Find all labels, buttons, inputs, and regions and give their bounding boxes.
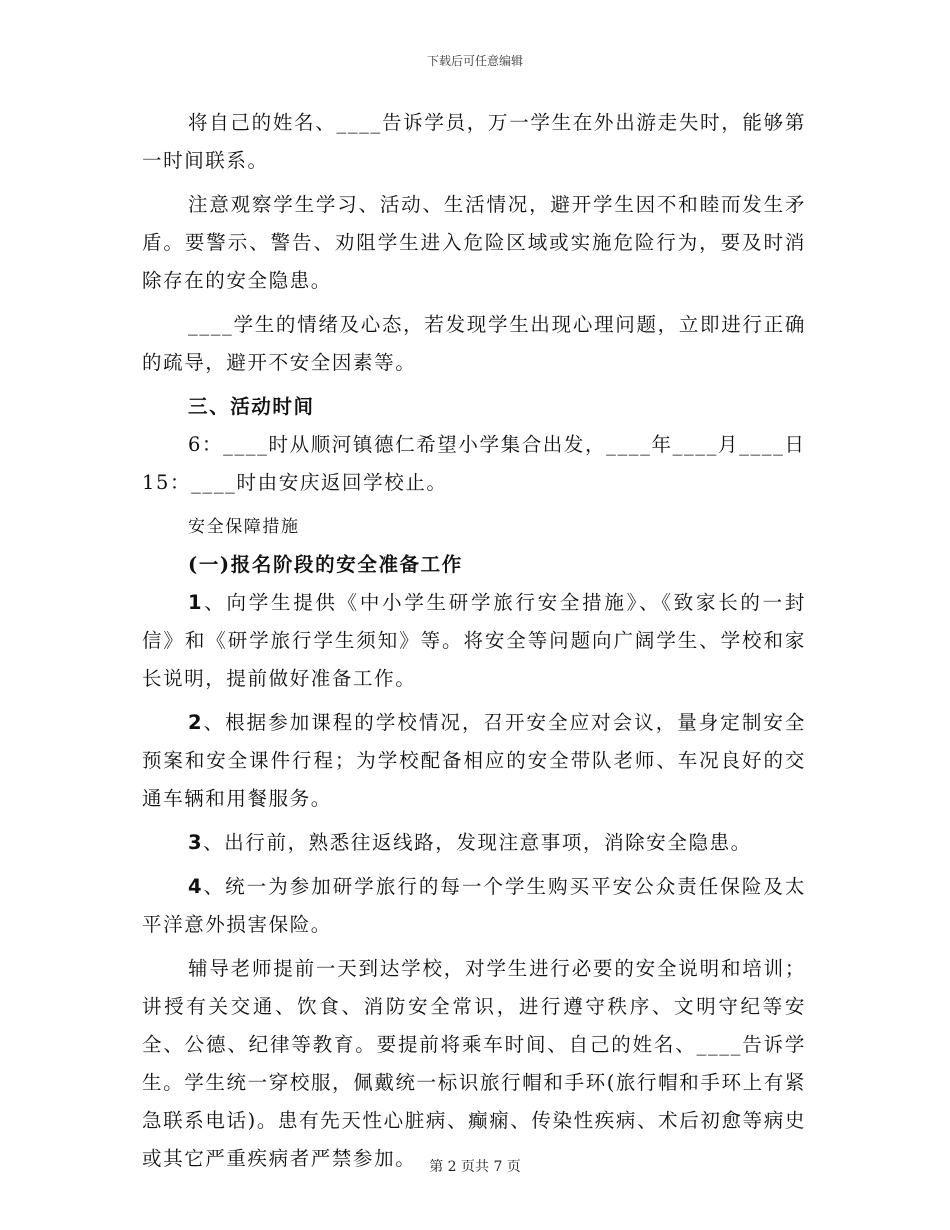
list-item-number: 2 (188, 711, 204, 734)
section-heading-activity-time: 三、活动时间 (188, 395, 315, 418)
paragraph-contact-info: 将自己的姓名、____告诉学员，万一学生在外出游走失时，能够第一时间联系。 (142, 111, 806, 172)
paragraph-emotion-care: ____学生的情绪及心态，若发现学生出现心理问题，立即进行正确的疏导，避开不安全因素等。 (142, 313, 806, 374)
document-body (142, 104, 806, 1184)
activity-time-start: 6：____时从顺河镇德仁希望小学集合出发，____年____月____日 (188, 433, 806, 456)
list-item-4 (142, 868, 806, 944)
paragraph-observe-students: 注意观察学生学习、活动、生活情况，避开学生因不和睦而发生矛盾。要警示、警告、劝阻学生进入危险区域或实施危险行为，要及时消除存在的安全隐患。 (142, 193, 806, 292)
list-item-text: 、根据参加课程的学校情况，召开安全应对会议，量身定制安全预案和安全课件行程；为学校配备相应的安全带队老师、车况良好的交通车辆和用餐服务。 (142, 711, 806, 810)
list-item-number: 4 (188, 875, 204, 898)
list-item-3 (142, 824, 806, 862)
list-item-text: 、统一为参加研学旅行的每一个学生购买平安公众责任保险及太平洋意外损害保险。 (142, 875, 806, 936)
list-item-number: 3 (188, 831, 204, 854)
page-footer: 第 2 页共 7 页 (429, 1159, 521, 1175)
list-item-text: 、向学生提供《中小学生研学旅行安全措施》、《致家长的一封信》和《研学旅行学生须知》等。将安全等问题向广阔学生、学校和家长说明，提前做好准备工作。 (142, 591, 806, 690)
list-item-number: 1 (188, 591, 204, 614)
list-item-1 (142, 584, 806, 698)
subsection-heading-registration: (一)报名阶段的安全准备工作 (188, 553, 463, 576)
safety-measures-label: 安全保障措施 (188, 517, 300, 537)
list-item-text: 、出行前，熟悉往返线路，发现注意事项，消除安全隐患。 (203, 831, 752, 854)
list-item-2 (142, 704, 806, 818)
activity-time-end: 15：____时由安庆返回学校止。 (142, 471, 448, 494)
paragraph-teacher-briefing: 辅导老师提前一天到达学校，对学生进行必要的安全说明和培训；讲授有关交通、饮食、消防安全常识，进行遵守秩序、文明守纪等安全、公德、纪律等教育。要提前将乘车时间、自己的姓名、____告诉学生。学生统一穿校服，佩戴统一标识旅行帽和手环(旅行帽和手环上有紧急联系电话)。患有先天性心脏病、癫痫、传染性疾病、术后初愈等病史或其它严重疾病者严禁参加。 (142, 957, 806, 1170)
page-header: 下载后可任意编辑 (426, 54, 523, 68)
